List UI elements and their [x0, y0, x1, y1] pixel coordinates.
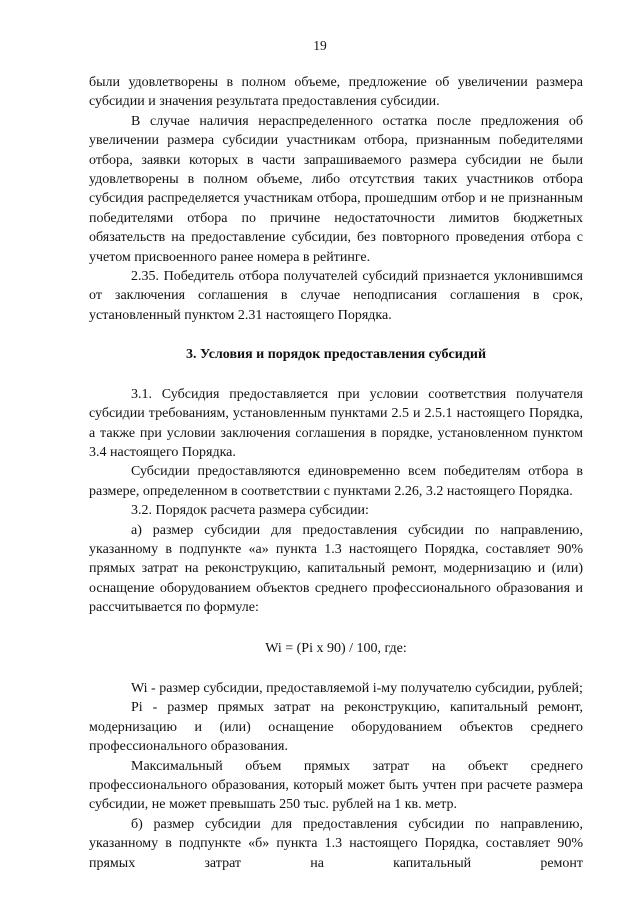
- paragraph-item-b: б) размер субсидии для предоставления субсидии по направлению, указанному в подпункте «б» пункта 1.3 настоящего Порядка, составляет 90% прямых затрат на капитальный ремонт: [89, 816, 583, 871]
- paragraph-one-time-subsidy: Субсидии предоставляются единовременно всем победителям отбора в размере, определенном в соответствии с пунктами 2.26, 3.2 настоящего Порядка.: [89, 464, 583, 499]
- section-heading: 3. Условия и порядок предоставления субсидий: [185, 347, 487, 363]
- paragraph-pi-definition: Pi - размер прямых затрат на реконструкцию, капитальный ремонт, модернизацию и (или) оснащение оборудованием объектов среднего профессионального образования.: [89, 700, 583, 755]
- paragraph-3-1: 3.1. Субсидия предоставляется при условии соответствия получателя субсидии требованиям, установленным пунктами 2.5 и 2.5.1 настоящего Порядка, а также при условии заключения соглашения в порядке, установленном пунктом 3.4 настоящего Порядка.: [89, 386, 583, 460]
- paragraph-remaining-balance: В случае наличия нераспределенного остатка после предложения об увеличении размера субсидии участникам отбора, признанным победителями отбора, заявки которых в части запрашиваемого размера субсидии не были удовлетворены в полном объеме, либо отсутствия таких участников отбора субсидия распределяется участникам отбора, прошедшим отбор и не признанным победителями отбора по причине недостаточности лимитов бюджетных обязательств на предоставление субсидии, без повторного проведения отбора с учетом присвоенного ранее номера в рейтинге.: [89, 113, 583, 265]
- formula: Wi = (Pi x 90) / 100, где:: [265, 640, 407, 656]
- paragraph-max-cost: Максимальный объем прямых затрат на объект среднего профессионального образования, который может быть учтен при расчете размера субсидии, не может превышать 250 тыс. рублей на 1 кв. метр.: [89, 758, 583, 813]
- paragraph-item-a: а) размер субсидии для предоставления субсидии по направлению, указанному в подпункте «а» пункта 1.3 настоящего Порядка, составляет 90% прямых затрат на реконструкцию, капитальный ремонт, модернизацию и (или) оснащение оборудованием объектов среднего профессионального образования и рассчитывается по формуле:: [89, 522, 583, 616]
- paragraph-wi-definition: Wi - размер субсидии, предоставляемой i-му получателю субсидии, рублей;: [131, 680, 583, 696]
- paragraph-3-2: 3.2. Порядок расчета размера субсидии:: [131, 503, 369, 519]
- paragraph-2-35: 2.35. Победитель отбора получателей субсидий признается уклонившимся от заключения соглашения в случае неподписания соглашения в срок, установленный пунктом 2.31 настоящего Порядка.: [89, 269, 583, 323]
- page-body: [89, 73, 583, 873]
- page-number: 19: [313, 38, 327, 53]
- paragraph-continuation: были удовлетворены в полном объеме, предложение об увеличении размера субсидии и значения результата предоставления субсидии.: [89, 75, 583, 110]
